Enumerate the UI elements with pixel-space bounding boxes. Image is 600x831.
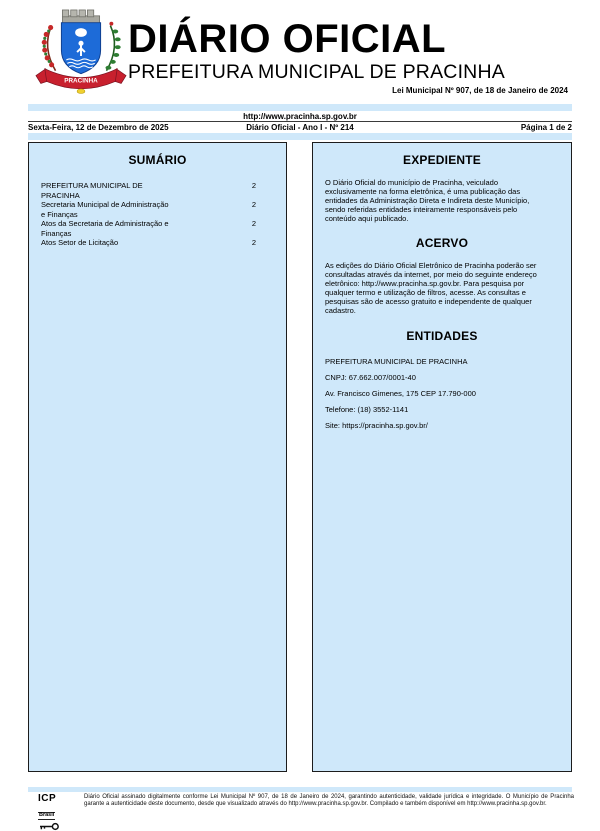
toc-entry [29, 219, 286, 238]
toc-entry-page: 2 [251, 219, 256, 228]
toc-entry [29, 238, 286, 248]
toc-entry-label: Atos da Secretaria de Administração e Finanças [41, 219, 169, 238]
right-branch-icon [105, 22, 120, 71]
website-url: http://www.pracinha.sp.gov.br [243, 111, 357, 121]
banner-knot-icon [77, 89, 85, 94]
top-divider-bar [28, 104, 572, 111]
expediente-title: EXPEDIENTE [402, 153, 482, 167]
municipal-coat-of-arms-icon [30, 8, 132, 104]
entity-cnpj: CNPJ: 67.662.007/0001-40 [325, 373, 416, 382]
expediente-text: O Diário Oficial do município de Pracinha, veiculado exclusivamente na forma eletrônica, é uma publicação das entidades da Administração Direta e Indireta deste Município, sendo referidas entidades inteiramente responsáveis pelo conteúdo aqui publicado. [325, 178, 530, 223]
summary-title: SUMÁRIO [128, 153, 187, 167]
entity-phone: Telefone: (18) 3552-1141 [325, 405, 409, 414]
masthead [128, 17, 573, 83]
toc-entry-page: 2 [251, 200, 256, 209]
entity-address: Av. Francisco Gimenes, 175 CEP 17.790-000 [325, 389, 476, 398]
left-branch-icon [42, 25, 56, 71]
gazette-title: DIÁRIO OFICIAL [128, 17, 447, 61]
acervo-text: As edições do Diário Oficial Eletrônico de Pracinha poderão ser consultadas através da internet, por meio do seguinte endereço eletrônico: http://www.pracinha.sp.gov.br. Para pesquisa por qualquer termo e utilização de filtros, acesse. As consultas e pesquisas são de acesso gratuito e independente de qualquer cadastro. [325, 261, 537, 315]
banner-text: PRACINHA [64, 77, 98, 85]
toc-entry-label: PREFEITURA MUNICIPAL DE PRACINHA [41, 181, 143, 200]
edition-date: Sexta-Feira, 12 de Dezembro de 2025 [28, 123, 169, 132]
header-band [28, 104, 572, 140]
icp-sublabel: Brasil [39, 812, 55, 818]
edition-info-row [28, 122, 572, 133]
footer [38, 794, 574, 831]
footer-divider-bar [28, 787, 572, 792]
icp-brasil-logo [38, 794, 72, 831]
bottom-divider-bar [28, 133, 572, 140]
table-of-contents [29, 181, 286, 248]
toc-entry [29, 181, 286, 200]
digital-signature-notice: Diário Oficial assinado digitalmente conforme Lei Municipal Nº 907, de 18 de Janeiro de 2024, garantindo autenticidade, validade jurídica e integridade. O Município de Pracinha garante a autenticidade deste documento, desde que visualizado através do http://www.pracinha.sp.gov.br. Compilado e também disponível em http://www.pracinha.sp.gov.br. [84, 794, 574, 807]
entities-title: ENTIDADES [406, 329, 478, 343]
entity-name: PREFEITURA MUNICIPAL DE PRACINHA [325, 357, 468, 366]
summary-box [28, 142, 287, 772]
toc-entry [29, 200, 286, 219]
toc-entry-page: 2 [251, 181, 256, 190]
toc-entry-label: Secretaria Municipal de Administração e Finanças [41, 200, 169, 219]
law-reference: Lei Municipal Nº 907, de 18 de Janeiro de 2024 [392, 86, 568, 95]
edition-number: Diário Oficial - Ano I - Nº 214 [246, 123, 354, 132]
acervo-title: ACERVO [415, 236, 469, 250]
entity-site: Site: https://pracinha.sp.gov.br/ [325, 421, 428, 430]
key-icon [38, 822, 60, 831]
icp-label: ICP [38, 793, 57, 804]
expediente-box [312, 142, 572, 772]
page-indicator: Página 1 de 2 [520, 123, 572, 132]
toc-entry-page: 2 [251, 238, 256, 247]
gazette-subtitle: PREFEITURA MUNICIPAL DE PRACINHA [128, 61, 505, 83]
toc-entry-label: Atos Setor de Licitação [41, 238, 119, 247]
crown-icon [62, 10, 99, 24]
shield-icon [61, 23, 100, 74]
